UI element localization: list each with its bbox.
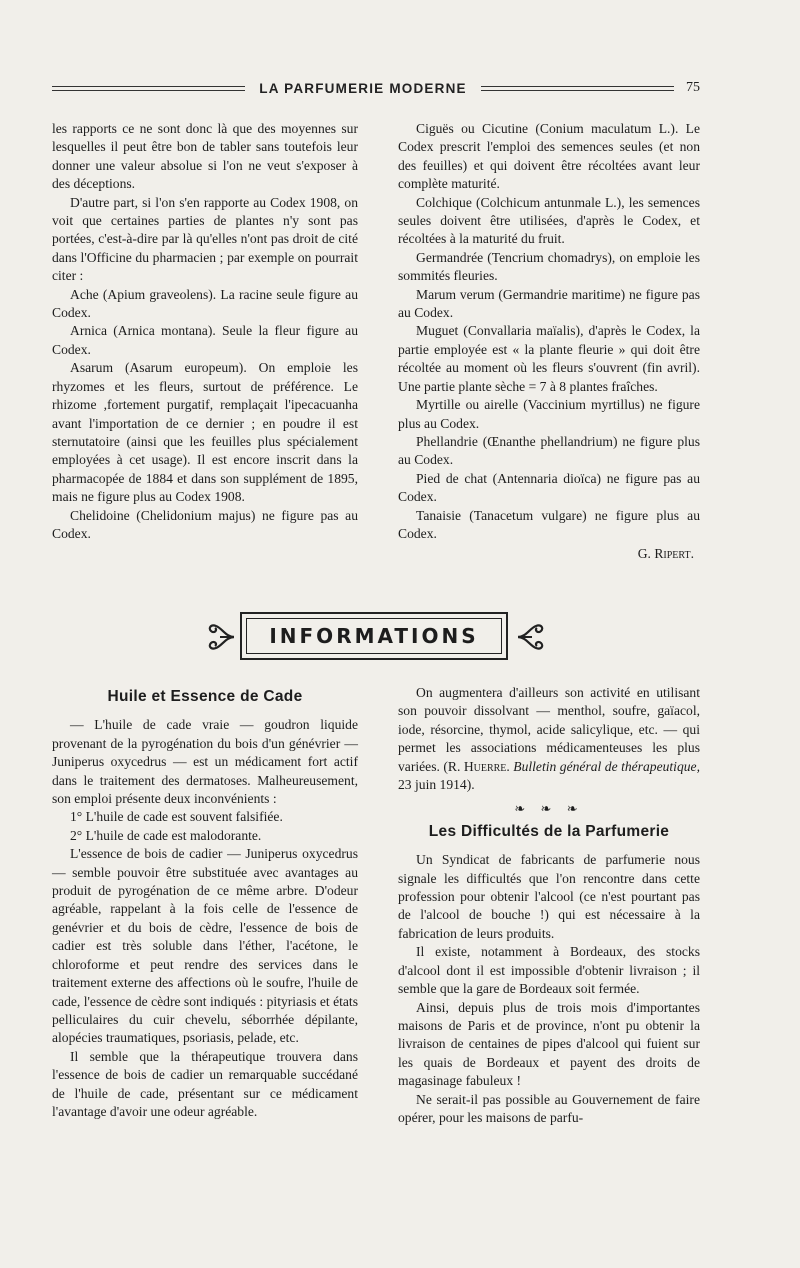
top-left-column [52, 120, 358, 543]
article-heading-difficultes: Les Difficultés de la Parfumerie [428, 822, 670, 840]
running-header [52, 78, 700, 98]
paragraph: Pied de chat (Antennaria dioïca) ne figure pas au Codex. [398, 470, 700, 505]
author-signature: G. Ripert. [637, 546, 694, 562]
banner-title: INFORMATIONS [246, 618, 502, 654]
header-rule-right [481, 86, 674, 91]
page-number: 75 [686, 80, 701, 95]
bottom-left-column [52, 684, 358, 1121]
paragraph: Arnica (Arnica montana). Seule la fleur figure au Codex. [52, 323, 358, 357]
paragraph: Marum verum (Germandrie maritime) ne figure pas au Codex. [398, 286, 700, 321]
paragraph: Il semble que la thérapeutique trouvera dans l'essence de bois de cadier un remarquable succédané de l'huile de cade, présentant sur ce médicament l'avantage d'avoir une odeur agréable. [52, 1048, 358, 1119]
paragraph: Tanaisie (Tanacetum vulgare) ne figure plus au Codex. [398, 507, 700, 541]
top-right-column [398, 120, 700, 564]
banner-frame [240, 612, 508, 660]
paragraph: Ne serait-il pas possible au Gouvernement de faire opérer, pour les maisons de parfu- [398, 1091, 700, 1125]
fleuron-right-icon [516, 620, 546, 654]
list-item: 2° L'huile de cade est malodorante. [70, 827, 262, 843]
paragraph: les rapports ce ne sont donc là que des moyennes sur lesquelles il peut être bon de tabler sans toutefois leur donner une valeur absolue si l'on ne veut s'exposer à des déceptions. [52, 121, 358, 192]
paragraph: Chelidoine (Chelidonium majus) ne figure pas au Codex. [52, 507, 358, 541]
paragraph: Il existe, notamment à Bordeaux, des stocks d'alcool dont il est impossible d'obtenir livraison ; il semble que la gare de Bordeaux soit fermée. [398, 944, 700, 997]
informations-banner [206, 612, 546, 662]
paragraph: Ciguës ou Cicutine (Conium maculatum L.). Le Codex prescrit l'emploi des semences seules (et non des feuilles) et qui doivent être récoltées avant leur complète maturité. [398, 121, 700, 192]
paragraph: L'essence de bois de cadier — Juniperus oxycedrus — semble pouvoir être substituée avec avantages au produit de pyrogénation de ce même arbre. D'odeur agréable, rappelant à la fois celle de l'essence de genévrier et du bois de cèdre, l'essence de bois de cadier est très soluble dans l'éther, l'acétone, le chloroforme et peut rendre des services dans le traitement externe des affections où le soufre, l'huile de cade, l'essence de cèdre sont indiqués : pityriasis et états pelliculaires du cuir chevelu, séborrhée dépilante, alopécies traumatiques, psoriasis, pelade, etc. [52, 846, 358, 1046]
paragraph: Asarum (Asarum europeum). On emploie les rhyzomes et les fleurs, surtout de préférence. Le rhizome ,fortement purgatif, remplaçait l'ipecacuanha avant l'importation de ce dernier ; en poudre il est sternutatoire (ainsi que les feuilles plus spécialement employées à cet usage). Il est encore inscrit dans la pharmacopée de 1884 et dans son supplément de 1895, mais ne figure plus au Codex 1908. [52, 360, 358, 505]
paragraph: Colchique (Colchicum antunmale L.), les semences seules doivent être utilisées, d'après le Codex, et récoltées à la maturité du fruit. [398, 194, 700, 247]
paragraph: Muguet (Convallaria maïalis), d'après le Codex, la partie employée est « la plante fleurie » qui doit être récoltée au moment où les fleurs s'ouvrent (fin avril). Une partie plante sèche = 7 à 8 plantes fraîches. [398, 323, 700, 394]
citation-date: 23 juin 1914). [398, 777, 475, 793]
paragraph: D'autre part, si l'on s'en rapporte au Codex 1908, on voit que certaines parties de plantes n'y sont pas portées, c'est-à-dire par là qu'elles n'ont pas droit de cité dans l'Officine du pharmacien ; par exemple on pourrait citer : [52, 194, 358, 284]
paragraph: Ainsi, depuis plus de trois mois d'importantes maisons de Paris et de province, n'ont pu obtenir la livraison de centaines de pipes d'alcool qui fuient sur les quais de Bordeaux et payent des droits de magasinage fabuleux ! [398, 999, 700, 1089]
paragraph: Myrtille ou airelle (Vaccinium myrtillus) ne figure plus au Codex. [398, 397, 700, 431]
bottom-right-column [398, 684, 700, 1127]
list-item: 1° L'huile de cade est souvent falsifiée. [70, 809, 283, 825]
citation-journal: Bulletin général de thérapeutique, [513, 758, 700, 774]
citation-author: (R. Huerre. [443, 758, 510, 774]
paragraph-text: On augmentera d'ailleurs son activité en utilisant son pouvoir dissolvant — menthol, soufre, gaïacol, iode, résorcine, thymol, acide salicylique, etc. — qui permet les associations médicamenteuses les plus variées. [398, 685, 700, 774]
article-heading-cade: Huile et Essence de Cade [107, 688, 303, 705]
section-separator: ❧ ❧ ❧ [514, 801, 584, 817]
paragraph: Un Syndicat de fabricants de parfumerie nous signale les difficultés que l'on rencontre dans cette profession pour obtenir l'alcool (ce n'est pourtant pas de l'alcool de bouche !) qui est nécessaire à la fabrication de leurs produits. [398, 852, 700, 941]
paragraph: Phellandrie (Œnanthe phellandrium) ne figure plus au Codex. [398, 433, 700, 468]
journal-title: LA PARFUMERIE MODERNE [259, 80, 467, 96]
paragraph: Germandrée (Tencrium chomadrys), on emploie les sommités fleuries. [398, 249, 700, 284]
header-rule-left [52, 86, 245, 91]
fleuron-left-icon [206, 620, 236, 654]
paragraph: Ache (Apium graveolens). La racine seule figure au Codex. [52, 286, 358, 321]
paragraph: — L'huile de cade vraie — goudron liquide provenant de la pyrogénation du bois d'un génévrier — Juniperus oxycedrus — est un médicament fort actif dans le traitement des dermatoses. Malheureusement, son emploi présente deux inconvénients : [52, 717, 358, 807]
paragraph [398, 684, 700, 794]
